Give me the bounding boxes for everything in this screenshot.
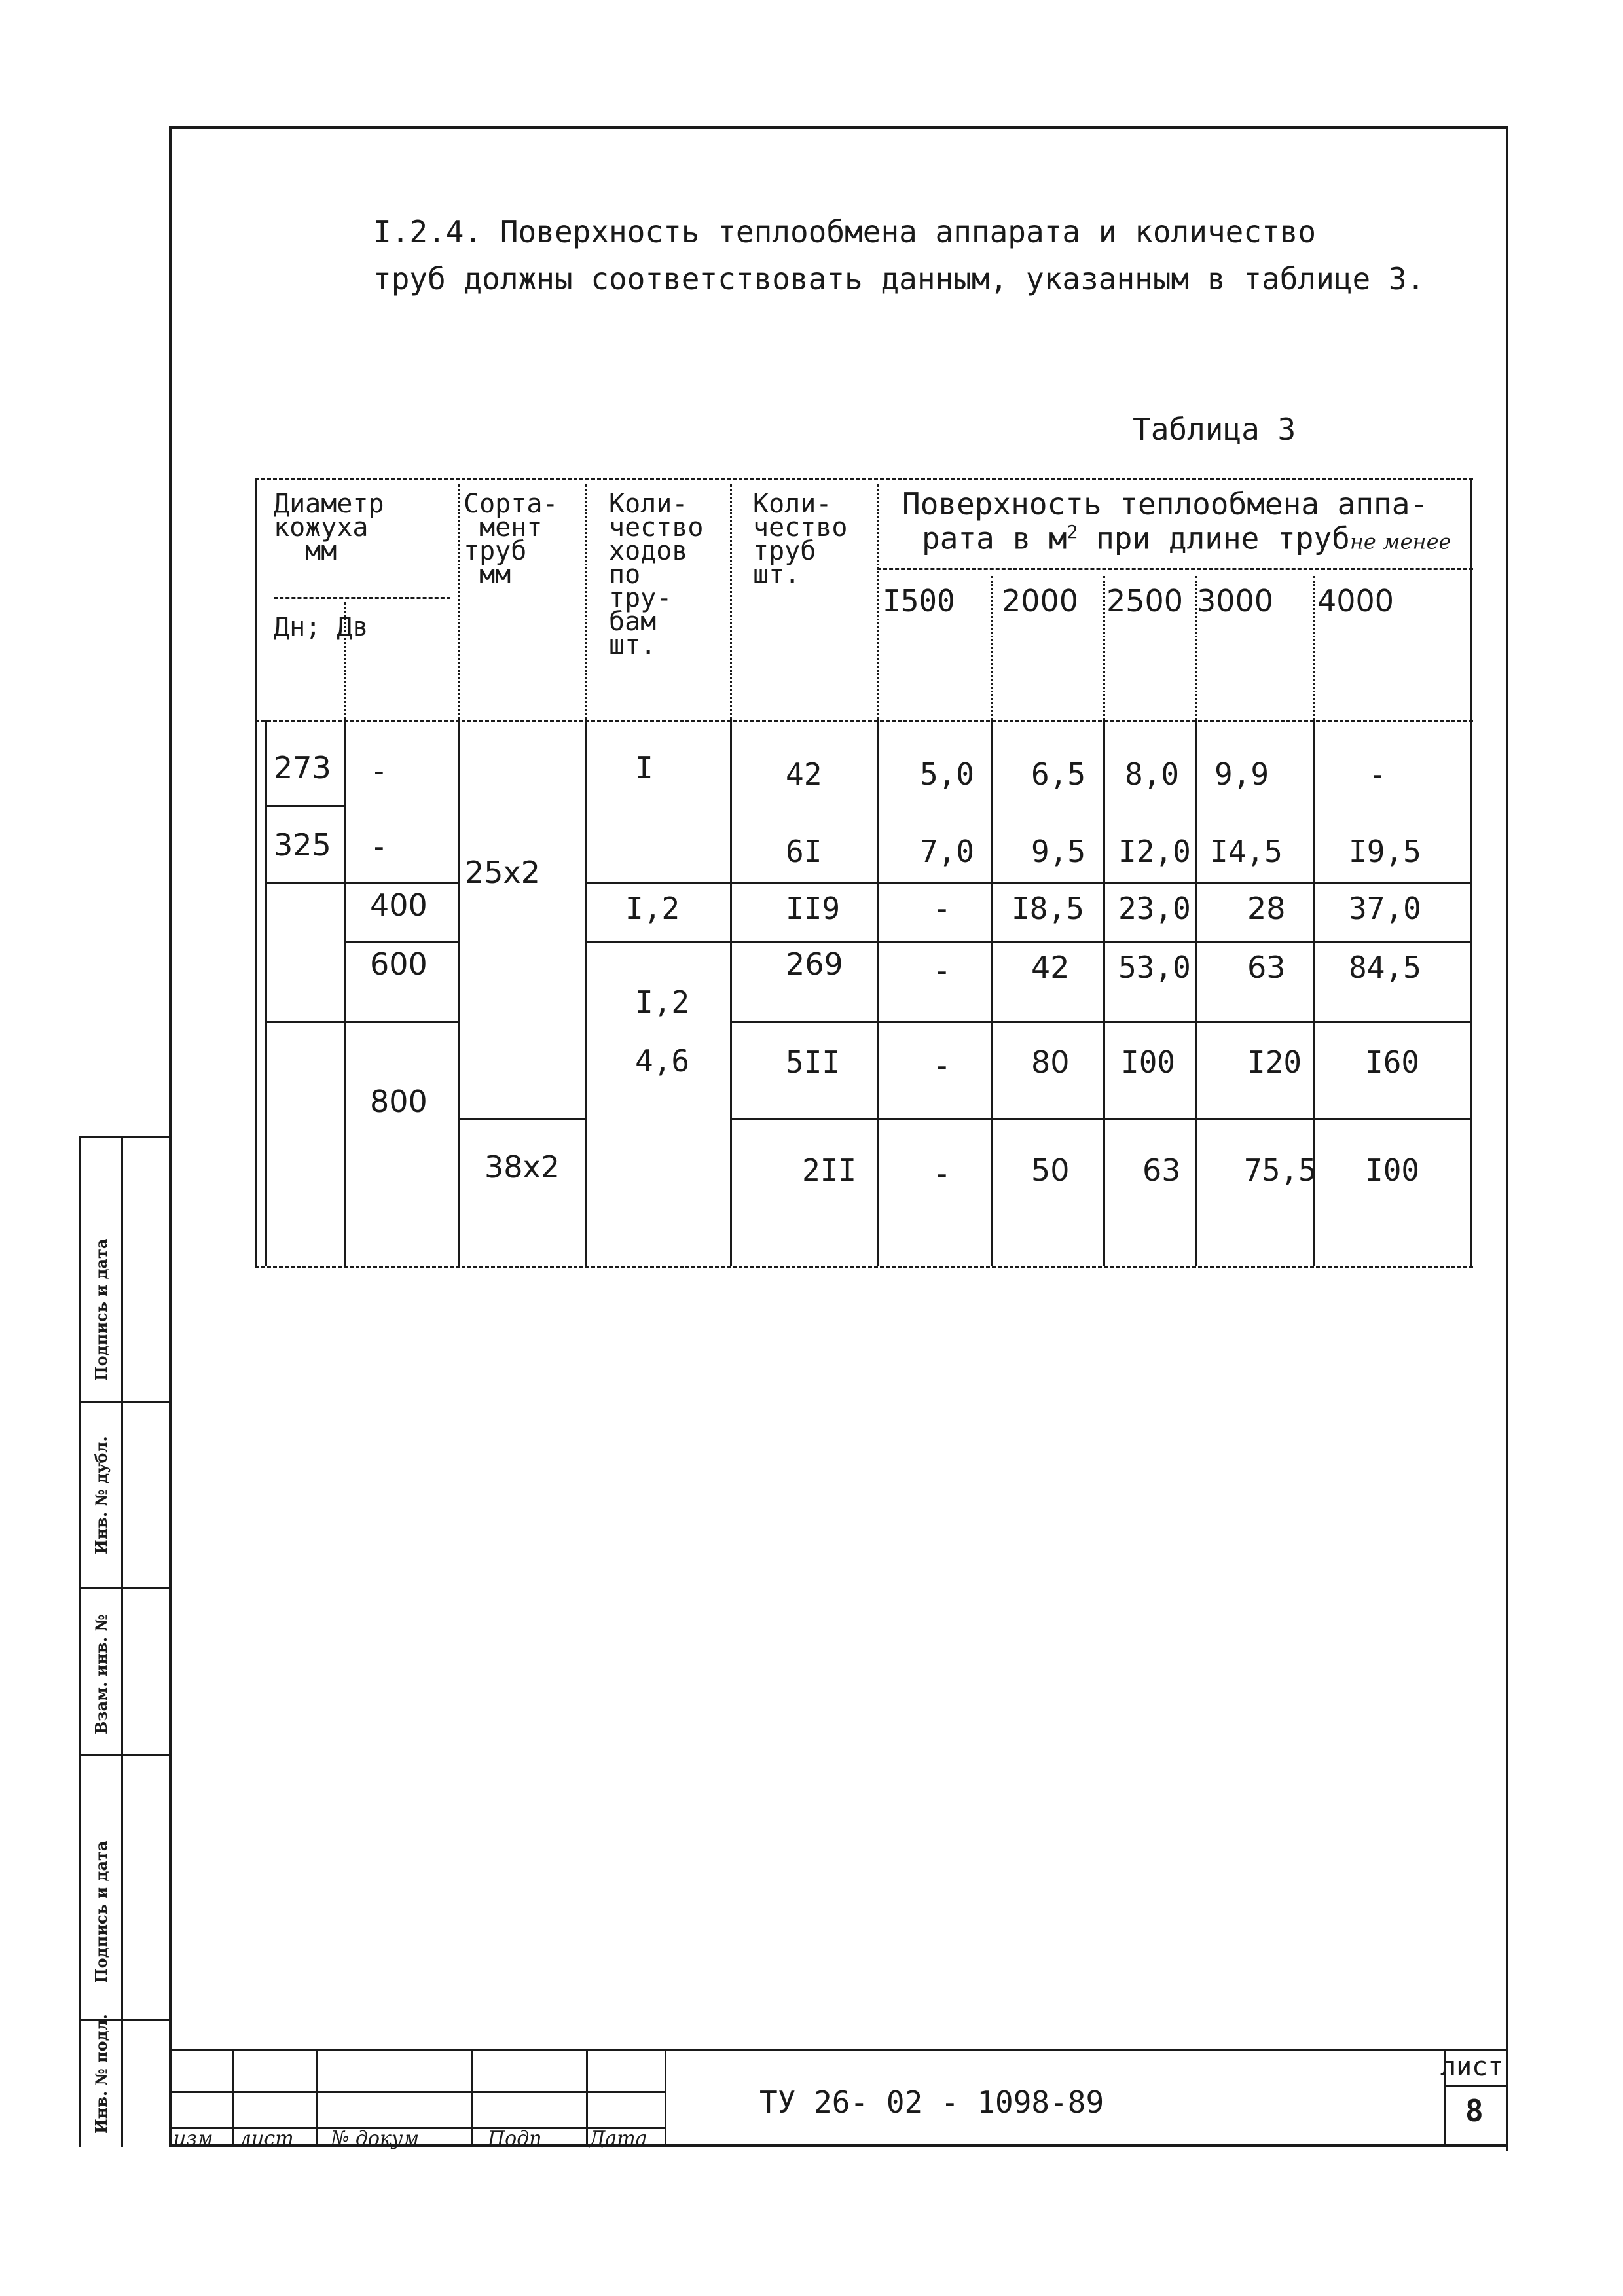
title-block-col-1 bbox=[232, 2049, 234, 2147]
cell-passes-273: I bbox=[635, 750, 653, 785]
cell-v1500-600: - bbox=[933, 953, 951, 988]
cell-v2000-325: 9,5 bbox=[1031, 834, 1086, 869]
row-rule-325-a bbox=[265, 882, 458, 884]
cell-tubes-211: 2II bbox=[802, 1153, 857, 1188]
cell-v2500-400: 23,0 bbox=[1118, 891, 1191, 926]
stamp-podpis-data-1: Подпись и дата bbox=[92, 1238, 111, 1381]
header-length-2500: 2500 bbox=[1106, 583, 1184, 619]
table-caption: Таблица 3 bbox=[1133, 412, 1296, 447]
cell-v1500-273: 5,0 bbox=[920, 757, 975, 792]
table-vline-0 bbox=[265, 720, 267, 1266]
row-rule-400-a bbox=[344, 941, 458, 943]
side-stamp-inner-line bbox=[121, 1136, 123, 2147]
header-length-1500: I500 bbox=[883, 583, 955, 619]
col-label-list: лист bbox=[239, 2127, 294, 2150]
table-vline-2 bbox=[458, 720, 460, 1266]
cell-tubes-325: 6I bbox=[786, 834, 822, 869]
cell-v3000-325: I4,5 bbox=[1210, 834, 1283, 869]
col-label-data: Дата bbox=[589, 2127, 647, 2150]
cell-v3000-211: 75,5 bbox=[1244, 1153, 1317, 1188]
header-surface-line1: Поверхность теплообмена аппа- bbox=[902, 486, 1429, 522]
col-label-podp: Подп bbox=[488, 2127, 542, 2150]
cell-v3000-400: 28 bbox=[1247, 891, 1286, 926]
cell-sortament-25x2: 25x2 bbox=[465, 855, 541, 890]
cell-v2500-211: 63 bbox=[1142, 1153, 1181, 1188]
frame-right bbox=[1506, 129, 1508, 2151]
paragraph-line-2: труб должны соответствовать данным, указанным в таблице 3. bbox=[373, 261, 1425, 296]
title-block-sheet-rule bbox=[1444, 2085, 1508, 2087]
header-sep-2 bbox=[585, 484, 587, 720]
cell-v2000-511: 80 bbox=[1031, 1045, 1070, 1080]
cell-tubes-600: 269 bbox=[786, 946, 843, 982]
side-stamp-outer-line bbox=[79, 1136, 81, 2147]
header-length-2000: 2000 bbox=[1002, 583, 1079, 619]
title-block-col-5 bbox=[665, 2049, 666, 2147]
cell-v2000-273: 6,5 bbox=[1031, 757, 1086, 792]
cell-dv-800: 800 bbox=[370, 1084, 428, 1119]
cell-v2000-211: 50 bbox=[1031, 1153, 1070, 1188]
table-vline-right bbox=[1470, 478, 1472, 1266]
title-block-col-4 bbox=[586, 2049, 588, 2147]
table-rule-header-bottom bbox=[255, 720, 1473, 722]
title-block-row-1 bbox=[172, 2091, 666, 2093]
paragraph-line-1: I.2.4. Поверхность теплообмена аппарата и количество bbox=[373, 214, 1317, 249]
cell-dv-600: 600 bbox=[370, 946, 428, 982]
cell-v1500-211: - bbox=[933, 1156, 951, 1191]
title-block-top bbox=[172, 2049, 1507, 2051]
table-vline-left bbox=[255, 478, 257, 1266]
cell-dn-325: 325 bbox=[274, 827, 331, 863]
header-passes: Коли- чество ходов по тру- бам шт. bbox=[609, 489, 704, 660]
cell-v2500-511: I00 bbox=[1121, 1045, 1176, 1080]
title-block-col-3 bbox=[471, 2049, 473, 2147]
header-sep-l1 bbox=[991, 576, 993, 720]
row-rule-sortament bbox=[458, 1118, 585, 1120]
cell-passes-400: I,2 bbox=[625, 891, 680, 926]
cell-tubes-511: 5II bbox=[786, 1045, 841, 1080]
sheet-label: лист bbox=[1440, 2052, 1504, 2082]
header-sep-l4 bbox=[1313, 576, 1315, 720]
header-length-3000: 3000 bbox=[1197, 583, 1274, 619]
cell-v2000-600: 42 bbox=[1031, 950, 1070, 985]
cell-v1500-400: - bbox=[933, 891, 951, 926]
col-label-doc: № докум bbox=[331, 2127, 420, 2150]
header-sep-3 bbox=[730, 484, 732, 720]
cell-v2500-325: I2,0 bbox=[1118, 834, 1191, 869]
cell-tubes-273: 42 bbox=[786, 757, 822, 792]
frame-top bbox=[169, 126, 1508, 129]
side-stamp-rule-2 bbox=[79, 1401, 169, 1403]
cell-dv-325: - bbox=[370, 829, 388, 864]
cell-v3000-600: 63 bbox=[1247, 950, 1286, 985]
cell-v2000-400: I8,5 bbox=[1012, 891, 1084, 926]
table-vline-7 bbox=[1103, 720, 1105, 1266]
side-stamp-rule-4 bbox=[79, 1754, 169, 1756]
table-rule-top bbox=[255, 478, 1473, 480]
side-stamp-rule-3 bbox=[79, 1587, 169, 1589]
table-vline-3 bbox=[585, 720, 587, 1266]
table-vline-1 bbox=[344, 720, 346, 1266]
stamp-inv-dubl: Инв. № дубл. bbox=[92, 1436, 111, 1554]
table-rule-diameter-sub bbox=[274, 597, 450, 599]
header-surface-line2 bbox=[922, 520, 1451, 556]
header-sep-4 bbox=[877, 484, 879, 720]
header-sep-l2 bbox=[1103, 576, 1105, 720]
cell-v1500-511: - bbox=[933, 1048, 951, 1083]
cell-dv-400: 400 bbox=[370, 888, 428, 923]
cell-dn-273: 273 bbox=[274, 750, 331, 785]
header-sep-1 bbox=[458, 484, 460, 720]
cell-tubes-400: II9 bbox=[786, 891, 841, 926]
header-length-4000: 4000 bbox=[1317, 583, 1395, 619]
header-surface-text: рата в м bbox=[922, 520, 1067, 556]
row-rule-400-b bbox=[585, 941, 1472, 943]
table-vline-6 bbox=[991, 720, 993, 1266]
col-label-izm: изм bbox=[173, 2127, 213, 2150]
stamp-podpis-data-2: Подпись и дата bbox=[92, 1840, 111, 1983]
title-block-col-2 bbox=[316, 2049, 318, 2147]
cell-dv-273: - bbox=[370, 753, 388, 789]
frame-left bbox=[169, 126, 172, 2144]
header-sortament: Сорта- мент труб мм bbox=[464, 489, 558, 590]
header-surface-note: не менее bbox=[1349, 529, 1451, 554]
header-tubes: Коли- чество труб шт. bbox=[753, 489, 848, 590]
cell-sortament-38x2: 38x2 bbox=[484, 1149, 560, 1185]
row-rule-325-b bbox=[585, 882, 1472, 884]
cell-v4000-325: I9,5 bbox=[1349, 834, 1421, 869]
cell-passes-46: 4,6 bbox=[635, 1043, 690, 1079]
cell-v4000-400: 37,0 bbox=[1349, 891, 1421, 926]
cell-v3000-511: I20 bbox=[1247, 1045, 1302, 1080]
table-vline-4 bbox=[730, 720, 732, 1266]
cell-v3000-273: 9,9 bbox=[1214, 757, 1269, 792]
cell-v2500-600: 53,0 bbox=[1118, 950, 1191, 985]
row-rule-600-b bbox=[730, 1021, 1472, 1023]
sheet-number: 8 bbox=[1465, 2093, 1484, 2128]
row-rule-273 bbox=[265, 805, 344, 807]
cell-v2500-273: 8,0 bbox=[1125, 757, 1180, 792]
table-rule-surface-sub bbox=[877, 568, 1473, 570]
document-number: ТУ 26- 02 - 1098-89 bbox=[759, 2085, 1104, 2120]
cell-passes-12: I,2 bbox=[635, 984, 690, 1020]
header-surface-sup: 2 bbox=[1067, 521, 1078, 543]
header-diameter: Диаметр кожуха мм bbox=[274, 489, 384, 566]
cell-v4000-600: 84,5 bbox=[1349, 950, 1421, 985]
header-dn-dv: Дн; Дв bbox=[274, 612, 369, 642]
cell-v4000-511: I60 bbox=[1365, 1045, 1420, 1080]
cell-v1500-325: 7,0 bbox=[920, 834, 975, 869]
table-rule-bottom bbox=[255, 1266, 1473, 1268]
side-stamp-rule-1 bbox=[79, 1136, 169, 1138]
row-rule-600 bbox=[265, 1021, 458, 1023]
cell-v4000-211: I00 bbox=[1365, 1153, 1420, 1188]
cell-v4000-273: - bbox=[1368, 757, 1387, 792]
stamp-vzam-inv: Взам. инв. № bbox=[92, 1614, 111, 1734]
table-vline-8 bbox=[1195, 720, 1197, 1266]
row-rule-511 bbox=[730, 1118, 1472, 1120]
stamp-inv-podl: Инв. № подл. bbox=[92, 2014, 111, 2134]
table-vline-5 bbox=[877, 720, 879, 1266]
header-surface-text-b: при длине труб bbox=[1078, 520, 1350, 556]
